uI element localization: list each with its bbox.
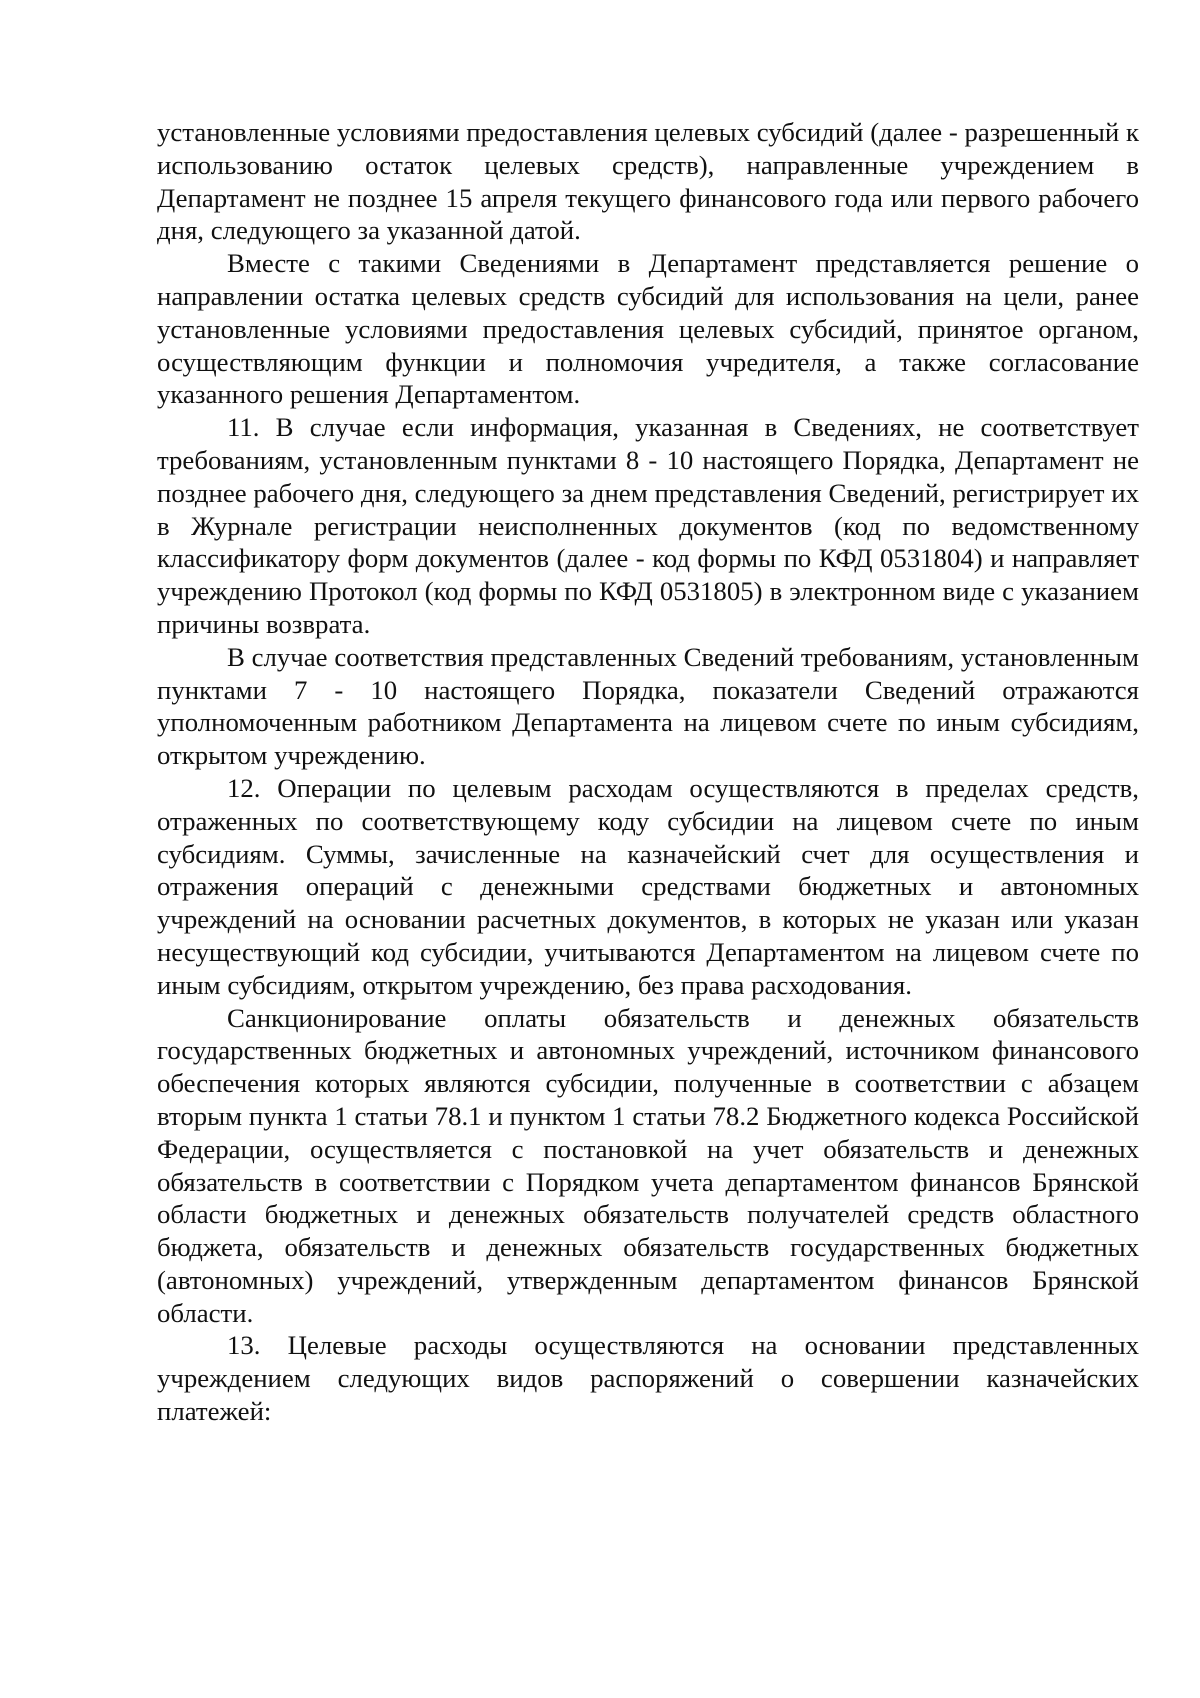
- paragraph-continuation: установленные условиями предоставления целевых субсидий (далее - разрешенный к использованию остаток целевых средств), направленные учреждением в Департамент не позднее 15 апреля текущего финансового года или первого рабочего дня, следующего за указанной датой.: [157, 117, 1139, 246]
- paragraph-item-12: 12. Операции по целевым расходам осуществляются в пределах средств, отраженных по соответствующему коду субсидии на лицевом счете по иным субсидиям. Суммы, зачисленные на казначейский счет для осуществления и отражения операций с денежными средствами бюджетных и автономных учреждений на основании расчетных документов, в которых не указан или указан несуществующий код субсидии, учитываются Департаментом на лицевом счете по иным субсидиям, открытом учреждению, без права расходования.: [157, 772, 1139, 1000]
- paragraph-decision: Вместе с такими Сведениями в Департамент представляется решение о направлении остатка целевых средств субсидий для использования на цели, ранее установленные условиями предоставления целевых субсидий, принятое органом, осуществляющим функции и полномочия учредителя, а также согласование указанного решения Департаментом.: [157, 248, 1139, 410]
- paragraph-item-11: 11. В случае если информация, указанная в Сведениях, не соответствует требованиям, установленным пунктами 8 - 10 настоящего Порядка, Департамент не позднее рабочего дня, следующего за днем представления Сведений, регистрирует их в Журнале регистрации неисполненных документов (код по ведомственному классификатору форм документов (далее - код формы по КФД 0531804) и направляет учреждению Протокол (код формы по КФД 0531805) в электронном виде с указанием причины возврата.: [157, 412, 1139, 639]
- paragraph-item-13: 13. Целевые расходы осуществляются на основании представленных учреждением следующих видов распоряжений о совершении казначейских платежей:: [157, 1330, 1139, 1427]
- paragraph-item-12-sanctioning: Санкционирование оплаты обязательств и денежных обязательств государственных бюджетных и автономных учреждений, источником финансового обеспечения которых являются субсидии, полученные в соответствии с абзацем вторым пункта 1 статьи 78.1 и пунктом 1 статьи 78.2 Бюджетного кодекса Российской Федерации, осуществляется с постановкой на учет обязательств и денежных обязательств в соответствии с Порядком учета департаментом финансов Брянской области бюджетных и денежных обязательств получателей средств областного бюджета, обязательств и денежных обязательств государственных бюджетных (автономных) учреждений, утвержденным департаментом финансов Брянской области.: [157, 1002, 1139, 1328]
- paragraph-item-11-compliance: В случае соответствия представленных Сведений требованиям, установленным пунктами 7 - 10 настоящего Порядка, показатели Сведений отражаются уполномоченным работником Департамента на лицевом счете по иным субсидиям, открытом учреждению.: [157, 641, 1139, 771]
- document-page: [157, 116, 1139, 1428]
